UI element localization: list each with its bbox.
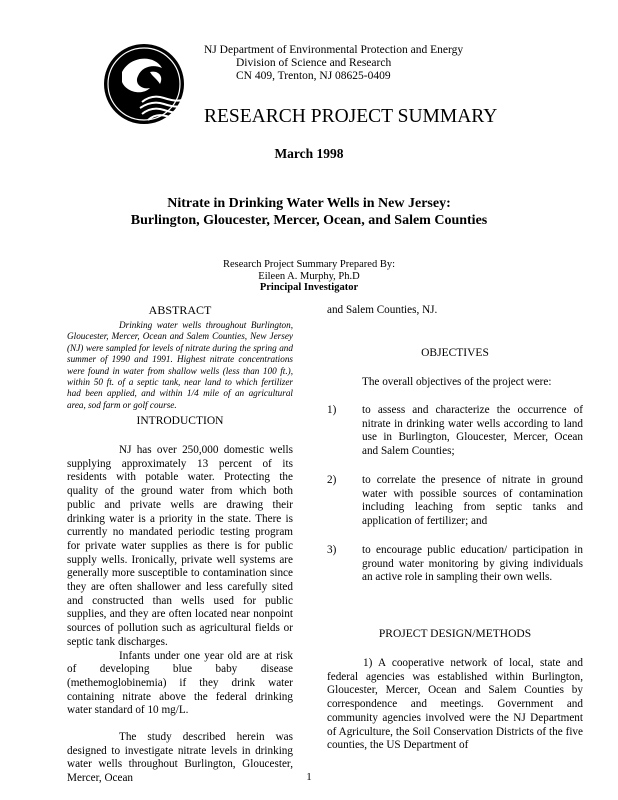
objective-number: 3) bbox=[327, 544, 337, 556]
objective-text: to correlate the presence of nitrate in ground water with possible sources of contamination including leaching from septic tanks and application of fertilizer; and bbox=[362, 474, 583, 528]
objectives-heading: OBJECTIVES bbox=[421, 347, 489, 359]
objectives-intro: The overall objectives of the project were: bbox=[362, 376, 552, 388]
author-role: Principal Investigator bbox=[259, 282, 359, 293]
intro-paragraph-3: The study described herein was designed to investigate nitrate levels in drinking water wells throughout Burlington, Gloucester, Mercer, Ocean bbox=[67, 731, 293, 785]
objective-text: to assess and characterize the occurrence of nitrate in drinking water wells according to land use in Burlington, Gloucester, Mercer, Ocean and Salem Counties; bbox=[362, 404, 583, 458]
methods-paragraph-1: 1) A cooperative network of local, state and federal agencies was established within Burlington, Gloucester, Mercer, Ocean and Salem Counties by correspondence and meetings. Government and community agencies involved were the NJ Department of Agriculture, the Soil Conservation Districts of the five counties, the US Department of bbox=[327, 657, 583, 752]
project-title-line2: Burlington, Gloucester, Mercer, Ocean, and Salem Counties bbox=[130, 213, 488, 228]
project-title-line1: Nitrate in Drinking Water Wells in New Jersey: bbox=[167, 196, 451, 211]
njdep-logo-icon bbox=[102, 42, 186, 126]
page-title: RESEARCH PROJECT SUMMARY bbox=[204, 106, 498, 127]
intro-paragraph-1: NJ has over 250,000 domestic wells supplying approximately 13 percent of its residents with potable water. Protecting the quality of the ground water from which both public and private wells are drawing their drinking water is a priority in the state. There is currently no mandated periodic testing program for private water supplies as there is for public supply wells. Ironically, private well systems are generally more susceptible to contamination since they are often shallower and less carefully sited and constructed than wells used for public supplies, and they are often located near nonpoint sources of pollution such as agricultural fields or septic tank discharges. bbox=[67, 444, 293, 648]
publication-date: March 1998 bbox=[274, 146, 344, 161]
project-title bbox=[0, 195, 618, 229]
division-name: Division of Science and Research bbox=[236, 57, 392, 69]
introduction-heading: INTRODUCTION bbox=[136, 415, 224, 427]
abstract-body: Drinking water wells throughout Burlington, Gloucester, Mercer, Ocean and Salem Counties, New Jersey (NJ) were sampled for levels of nitrate during the spring and summer of 1990 and 1991. Highest nitrate concentrations were found in water from shallow wells (less than 100 ft.), within 50 ft. of a septic tank, near land to which fertilizer had been applied, and within 1/4 mile of an agricultural area, sod farm or golf course. bbox=[67, 320, 293, 410]
agency-address: CN 409, Trenton, NJ 08625-0409 bbox=[236, 70, 391, 82]
objective-number: 1) bbox=[327, 404, 337, 416]
agency-name: NJ Department of Environmental Protection and Energy bbox=[204, 44, 464, 56]
prepared-by-label: Research Project Summary Prepared By: bbox=[222, 259, 396, 270]
methods-heading: PROJECT DESIGN/METHODS bbox=[378, 628, 532, 640]
author-name: Eileen A. Murphy, Ph.D bbox=[258, 270, 360, 282]
page-number: 1 bbox=[306, 771, 312, 783]
prepared-by bbox=[0, 259, 618, 294]
intro-paragraph-2: Infants under one year old are at risk of developing blue baby disease (methemoglobinemia) if they drink water containing nitrate above the federal drinking water standard of 10 mg/L. bbox=[67, 649, 293, 717]
objective-number: 2) bbox=[327, 474, 337, 486]
objective-text: to encourage public education/ participation in ground water monitoring by giving individuals an active role in sampling their own wells. bbox=[362, 544, 583, 584]
abstract-text bbox=[67, 320, 293, 411]
continuation-text: and Salem Counties, NJ. bbox=[327, 304, 438, 316]
methods-body bbox=[327, 657, 583, 753]
abstract-heading: ABSTRACT bbox=[148, 303, 212, 317]
introduction-body bbox=[67, 444, 293, 786]
